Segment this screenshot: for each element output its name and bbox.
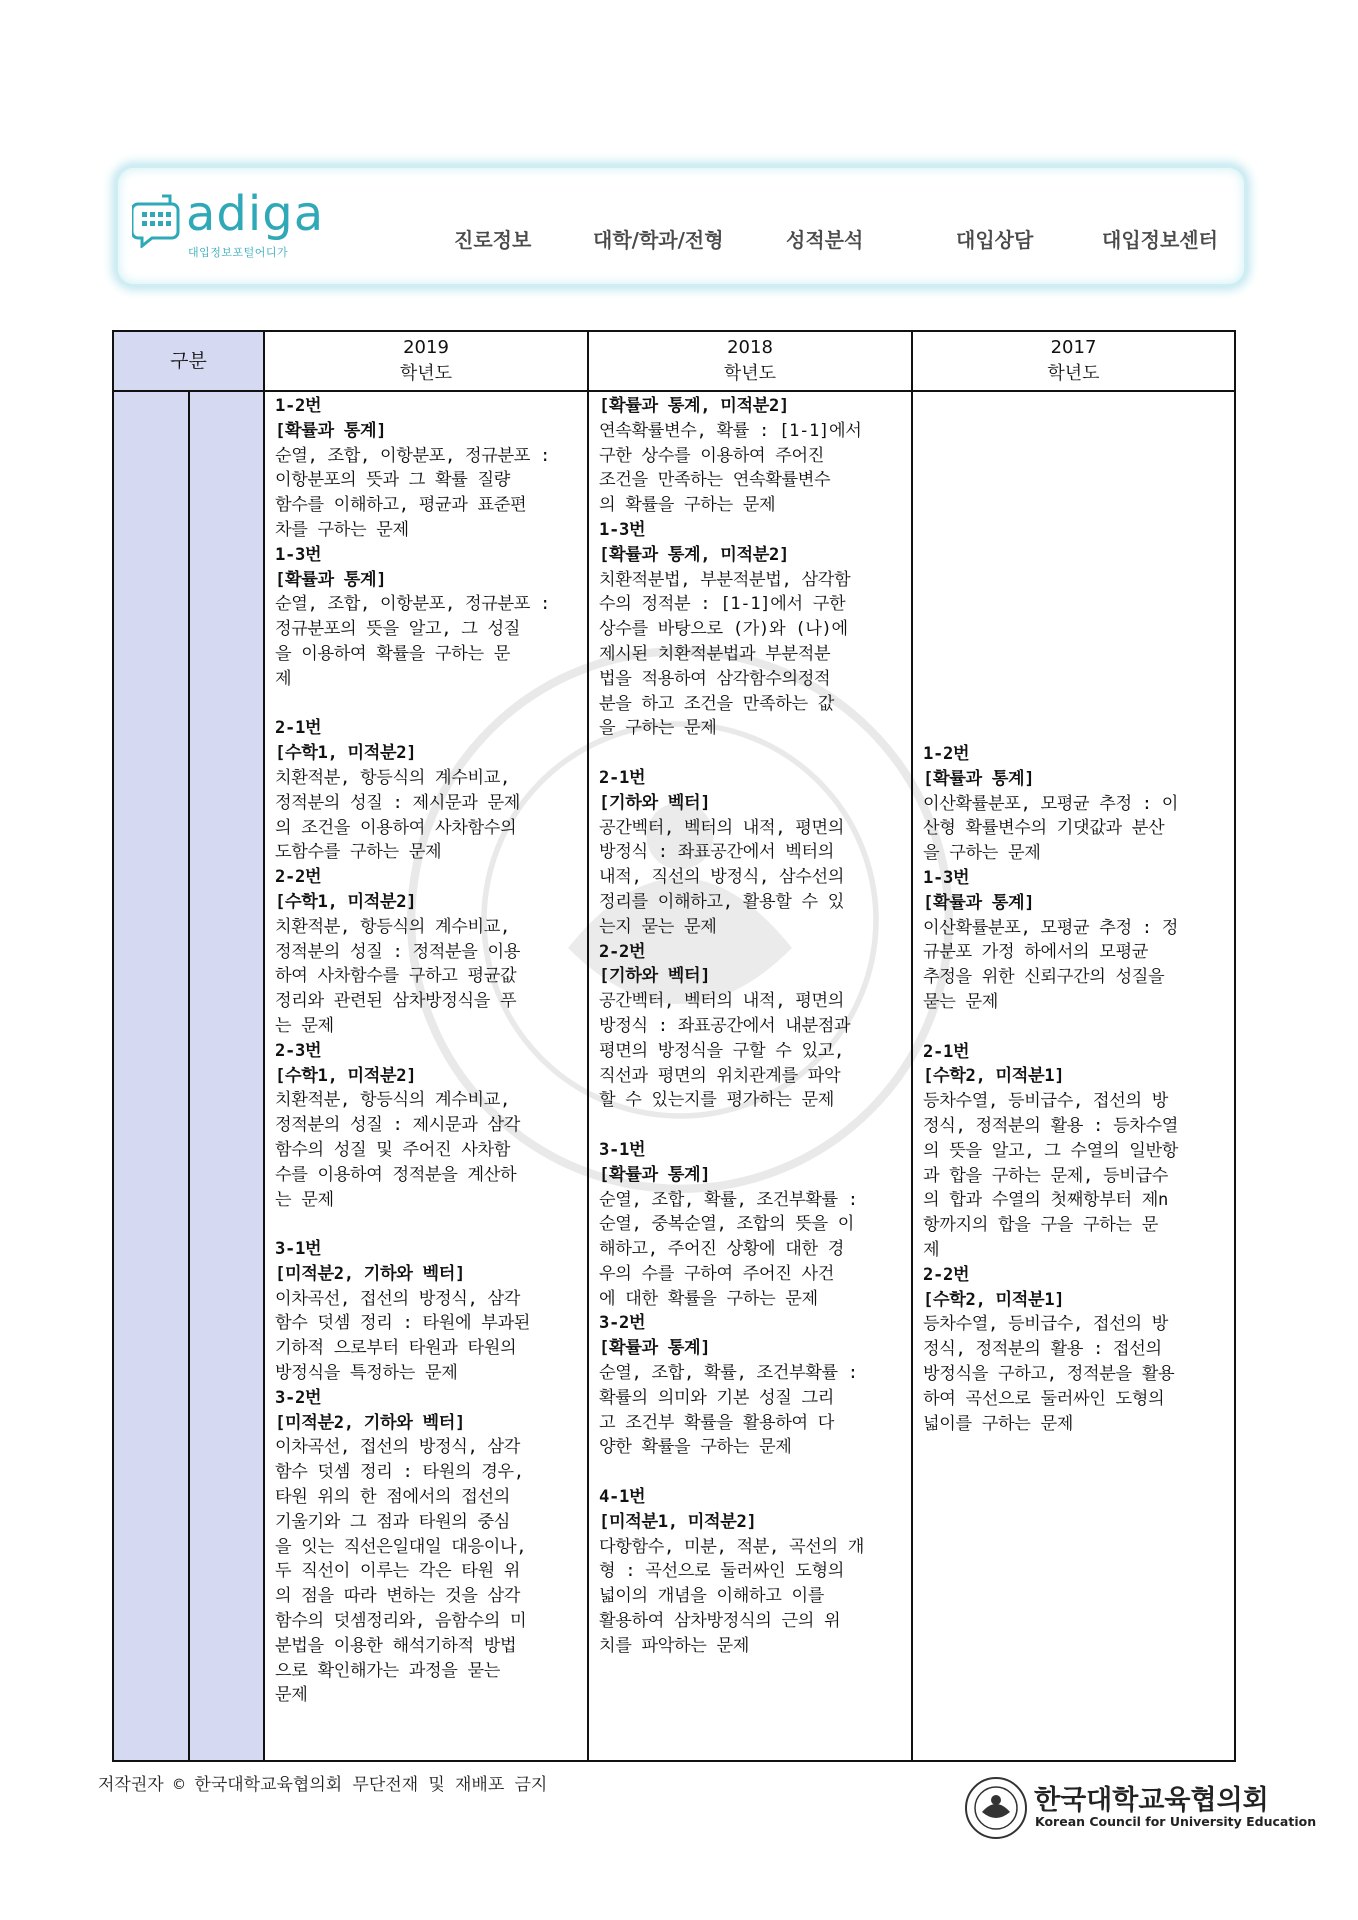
- nav-admission-counseling[interactable]: 대입상담: [956, 228, 1034, 252]
- item-line: 규분포 가정 하에서의 모평균: [923, 942, 1149, 963]
- exam-comparison-table: [112, 330, 1236, 1762]
- item-line: 공간벡터, 벡터의 내적, 평면의: [599, 991, 845, 1012]
- item-line: 치환적분, 항등식의 계수비교,: [275, 767, 511, 788]
- item-line: 묻는 문제: [923, 991, 999, 1012]
- item-line: 추정을 위한 신뢰구간의 성질을: [923, 967, 1165, 988]
- cell-2018: [588, 391, 912, 1761]
- item-line: 정리와 관련된 삼차방정식을 푸: [275, 991, 517, 1012]
- item-line: 정규분포의 뜻을 알고, 그 성질: [275, 619, 521, 640]
- item-line: 공간벡터, 벡터의 내적, 평면의: [599, 817, 845, 838]
- building-chat-icon: [132, 194, 184, 248]
- item-line: 타원 위의 한 점에서의 접선의: [275, 1487, 511, 1508]
- item-line: 차를 구하는 문제: [275, 519, 409, 540]
- item-line: 의 합과 수열의 첫째항부터 제n: [923, 1190, 1169, 1211]
- item-line: 방정식 : 좌표공간에서 벡터의: [599, 842, 835, 863]
- item-heading: [기하와 벡터]: [599, 792, 711, 813]
- item-line: [923, 1015, 1226, 1040]
- cell-2018-text: [599, 394, 903, 1659]
- item-heading: [수학1, 미적분2]: [275, 743, 417, 764]
- item-line: 분법을 이용한 해석기하적 방법: [275, 1635, 517, 1656]
- nav-admission-info-center[interactable]: 대입정보센터: [1102, 228, 1218, 252]
- cell-2017: [912, 391, 1235, 1761]
- cell-2019-text: [275, 394, 579, 1708]
- item-heading: 3-2번: [275, 1387, 322, 1408]
- item-line: [599, 1460, 903, 1485]
- item-line: 정식, 정적분의 활용 : 접선의: [923, 1339, 1162, 1360]
- item-line: 이차곡선, 접선의 방정식, 삼각: [275, 1288, 521, 1309]
- item-line: 함수를 이해하고, 평균과 표준편: [275, 495, 527, 516]
- item-heading: 2-3번: [275, 1040, 322, 1061]
- item-line: 조건을 만족하는 연속확률변수: [599, 470, 831, 491]
- item-heading: [확률과 통계]: [275, 420, 387, 441]
- item-line: 정식, 정적분의 활용 : 등차수열: [923, 1115, 1179, 1136]
- item-heading: 2-1번: [275, 718, 322, 739]
- item-heading: 2-1번: [923, 1041, 970, 1062]
- item-line: [599, 741, 903, 766]
- nav-career-info[interactable]: 진로정보: [454, 228, 532, 252]
- logo-subtitle: 대입정보포털어디가: [188, 246, 289, 259]
- item-line: 함수 덧셈 정리 : 타원의 경우,: [275, 1462, 524, 1483]
- nav-grade-analysis[interactable]: 성적분석: [786, 228, 864, 252]
- item-line: 순열, 조합, 이항분포, 정규분포 :: [275, 594, 551, 615]
- item-line: 상수를 바탕으로 (가)와 (나)에: [599, 619, 848, 640]
- item-line: 산형 확률변수의 기댓값과 분산: [923, 818, 1165, 839]
- item-heading: 1-2번: [275, 396, 322, 416]
- category-cell-main: [113, 391, 189, 1761]
- item-line: 으로 확인해가는 과정을 묻는: [275, 1660, 501, 1681]
- item-line: 기하적 으로부터 타원과 타원의: [275, 1338, 517, 1359]
- table-header-row: [113, 331, 1235, 391]
- item-heading: [수학2, 미적분1]: [923, 1289, 1065, 1310]
- item-heading: [확률과 통계]: [599, 1338, 711, 1359]
- item-line: 구한 상수를 이용하여 주어진: [599, 445, 825, 466]
- header-year-2019: [264, 331, 588, 391]
- kcue-logo: [964, 1776, 1317, 1846]
- item-line: 우의 수를 구하여 주어진 사건: [599, 1263, 835, 1284]
- item-line: 는 문제: [275, 1189, 334, 1210]
- item-heading: [수학2, 미적분1]: [923, 1066, 1065, 1087]
- item-line: [275, 692, 579, 717]
- item-heading: 1-3번: [599, 519, 646, 540]
- item-line: 을 이용하여 확률을 구하는 문: [275, 643, 511, 664]
- item-line: 법을 적용하여 삼각함수의정적: [599, 668, 831, 689]
- item-line: 정적분의 성질 : 제시문과 문제: [275, 792, 521, 813]
- item-heading: [기하와 벡터]: [599, 966, 711, 987]
- item-line: 치를 파악하는 문제: [599, 1635, 750, 1656]
- item-line: 의 확률을 구하는 문제: [599, 495, 776, 516]
- item-line: 등차수열, 등비급수, 접선의 방: [923, 1314, 1169, 1335]
- item-line: 방정식 : 좌표공간에서 내분점과: [599, 1015, 851, 1036]
- kcue-name-korean: 한국대학교육협의회: [1034, 1785, 1269, 1816]
- item-line: 의 뜻을 알고, 그 수열의 일반항: [923, 1140, 1179, 1161]
- item-line: [275, 1212, 579, 1237]
- item-line: 제: [275, 668, 292, 689]
- item-line: 연속확률변수, 확률 : [1-1]에서: [599, 420, 862, 441]
- kcue-seal-icon: [964, 1776, 1028, 1840]
- item-line: 수의 정적분 : [1-1]에서 구한: [599, 594, 846, 615]
- item-line: 치환적분법, 부분적분법, 삼각함: [599, 569, 851, 590]
- item-line: 도함수를 구하는 문제: [275, 842, 442, 863]
- header-year-2017: [912, 331, 1235, 391]
- item-line: 내적, 직선의 방정식, 삼수선의: [599, 867, 845, 888]
- year-number: 2017: [1050, 337, 1097, 358]
- item-heading: 1-3번: [275, 544, 322, 565]
- item-line: 의 조건을 이용하여 사차함수의: [275, 817, 517, 838]
- kcue-name-english: Korean Council for University Education: [1035, 1814, 1317, 1829]
- adiga-logo[interactable]: [132, 186, 362, 272]
- item-line: 과 합을 구하는 문제, 등비급수: [923, 1165, 1169, 1186]
- item-heading: [확률과 통계, 미적분2]: [599, 544, 790, 565]
- item-line: 문제: [275, 1685, 308, 1706]
- item-heading: 3-1번: [275, 1239, 322, 1260]
- item-line: 정적분의 성질 : 정적분을 이용: [275, 941, 521, 962]
- year-number: 2018: [727, 337, 773, 358]
- item-heading: [확률과 통계]: [599, 1164, 711, 1185]
- cell-2019: [264, 391, 588, 1761]
- item-line: [599, 1113, 903, 1138]
- item-line: 기울기와 그 점과 타원의 중심: [275, 1511, 511, 1532]
- item-line: 의 점을 따라 변하는 것을 삼각: [275, 1586, 521, 1607]
- item-line: 순열, 조합, 확률, 조건부확률 :: [599, 1189, 858, 1210]
- item-line: 이산확률분포, 모평균 추정 : 이: [923, 793, 1179, 814]
- item-line: 에 대한 확률을 구하는 문제: [599, 1288, 818, 1309]
- item-heading: 2-1번: [599, 767, 646, 788]
- item-heading: 4-1번: [599, 1487, 646, 1508]
- item-line: 함수의 덧셈정리와, 음함수의 미: [275, 1611, 527, 1632]
- header-banner: [118, 168, 1244, 284]
- item-line: 수를 이용하여 정적분을 계산하: [275, 1164, 517, 1185]
- item-line: 을 잇는 직선은일대일 대응이나,: [275, 1536, 527, 1557]
- header-category: 구분: [113, 331, 264, 391]
- year-number: 2019: [403, 337, 449, 358]
- item-heading: [미적분1, 미적분2]: [599, 1511, 757, 1532]
- item-line: 순열, 중복순열, 조합의 뜻을 이: [599, 1214, 855, 1235]
- item-heading: 2-2번: [599, 941, 646, 962]
- item-line: 평면의 방정식을 구할 수 있고,: [599, 1040, 845, 1061]
- nav-university-major-admission[interactable]: 대학/학과/전형: [593, 228, 724, 252]
- item-line: 양한 확률을 구하는 문제: [599, 1437, 792, 1458]
- item-line: 이산확률분포, 모평균 추정 : 정: [923, 917, 1179, 938]
- item-line: 순열, 조합, 확률, 조건부확률 :: [599, 1363, 858, 1384]
- cell-2017-text: [923, 742, 1226, 1436]
- item-heading: 1-2번: [923, 744, 970, 764]
- item-heading: 1-3번: [923, 867, 970, 888]
- item-line: 다항함수, 미분, 적분, 곡선의 개: [599, 1536, 865, 1557]
- header-year-2018: [588, 331, 912, 391]
- item-line: 고 조건부 확률을 활용하여 다: [599, 1412, 835, 1433]
- item-heading: [확률과 통계, 미적분2]: [599, 396, 790, 416]
- item-line: 정적분의 성질 : 제시문과 삼각: [275, 1115, 521, 1136]
- item-line: 방정식을 구하고, 정적분을 활용: [923, 1363, 1175, 1384]
- item-line: 해하고, 주어진 상황에 대한 경: [599, 1239, 845, 1260]
- item-line: 확률의 의미와 기본 성질 그리: [599, 1387, 835, 1408]
- item-line: 을 구하는 문제: [923, 843, 1041, 864]
- item-heading: [미적분2, 기하와 벡터]: [275, 1412, 466, 1433]
- item-line: 제시된 치환적분법과 부분적분: [599, 643, 831, 664]
- logo-wordmark: adiga: [186, 186, 325, 242]
- item-line: 함수 덧셈 정리 : 타원에 부과된: [275, 1313, 531, 1334]
- item-line: 넓이를 구하는 문제: [923, 1413, 1074, 1434]
- item-line: 정리를 이해하고, 활용할 수 있: [599, 891, 845, 912]
- item-heading: [확률과 통계]: [923, 892, 1035, 913]
- year-label: 학년도: [399, 363, 453, 384]
- item-line: 할 수 있는지를 평가하는 문제: [599, 1090, 835, 1111]
- item-heading: 2-2번: [923, 1264, 970, 1285]
- item-line: 등차수열, 등비급수, 접선의 방: [923, 1091, 1169, 1112]
- item-line: 제: [923, 1239, 940, 1260]
- item-line: 순열, 조합, 이항분포, 정규분포 :: [275, 445, 551, 466]
- year-label: 학년도: [1047, 363, 1100, 384]
- item-heading: [확률과 통계]: [275, 569, 387, 590]
- item-line: 이차곡선, 접선의 방정식, 삼각: [275, 1437, 521, 1458]
- item-line: 는지 묻는 문제: [599, 916, 717, 937]
- copyright-notice: 저작권자 © 한국대학교육협의회 무단전재 및 재배포 금지: [98, 1775, 548, 1795]
- item-line: 치환적분, 항등식의 계수비교,: [275, 1090, 511, 1111]
- year-label: 학년도: [723, 363, 777, 384]
- item-line: 두 직선이 이루는 각은 타원 위: [275, 1561, 521, 1582]
- item-heading: [확률과 통계]: [923, 768, 1035, 789]
- item-line: 분을 하고 조건을 만족하는 값: [599, 693, 835, 714]
- item-line: 이항분포의 뜻과 그 확률 질량: [275, 470, 511, 491]
- item-line: 하여 사차함수를 구하고 평균값: [275, 966, 517, 987]
- item-heading: 2-2번: [275, 867, 322, 888]
- item-line: 함수의 성질 및 주어진 사차함: [275, 1139, 511, 1160]
- category-cell-sub: [189, 391, 264, 1761]
- item-line: 을 구하는 문제: [599, 718, 717, 739]
- item-heading: 3-1번: [599, 1139, 646, 1160]
- item-heading: [수학1, 미적분2]: [275, 891, 417, 912]
- item-line: 치환적분, 항등식의 계수비교,: [275, 916, 511, 937]
- item-heading: [수학1, 미적분2]: [275, 1065, 417, 1086]
- item-line: 방정식을 특정하는 문제: [275, 1363, 458, 1384]
- item-heading: [미적분2, 기하와 벡터]: [275, 1263, 466, 1284]
- item-line: 항까지의 합을 구을 구하는 문: [923, 1215, 1159, 1236]
- item-line: 직선과 평면의 위치관계를 파악: [599, 1065, 841, 1086]
- item-line: 넓이의 개념을 이해하고 이를: [599, 1586, 825, 1607]
- item-line: 활용하여 삼차방정식의 근의 위: [599, 1611, 841, 1632]
- table-body-row: [113, 391, 1235, 1761]
- item-line: 하여 곡선으로 둘러싸인 도형의: [923, 1388, 1165, 1409]
- item-line: 는 문제: [275, 1015, 334, 1036]
- item-heading: 3-2번: [599, 1313, 646, 1334]
- item-line: 형 : 곡선으로 둘러싸인 도형의: [599, 1561, 845, 1582]
